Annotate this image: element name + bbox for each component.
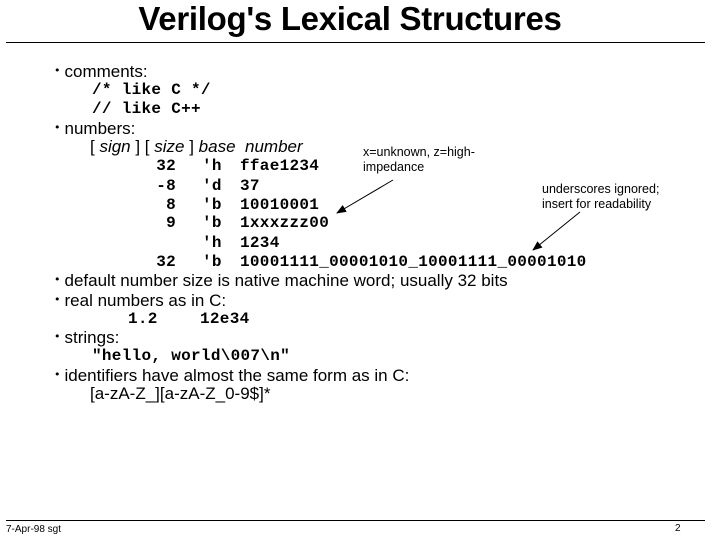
- footer-date: 7-Apr-98 sgt: [6, 524, 62, 535]
- format-number: number: [245, 137, 303, 156]
- number-base: 'b: [202, 214, 222, 232]
- format-sign: sign: [99, 137, 131, 156]
- bracket: ]: [184, 137, 199, 156]
- number-value: 10010001: [240, 196, 320, 214]
- number-size: -8: [156, 177, 176, 195]
- number-value: 1234: [240, 234, 280, 252]
- number-base: 'h: [202, 234, 222, 252]
- bracket: ] [: [130, 137, 155, 156]
- bullet-dot: •: [54, 64, 61, 77]
- bullet-strings: [54, 327, 119, 348]
- number-size: 8: [166, 196, 176, 214]
- number-base: 'h: [202, 157, 222, 175]
- number-value: ffae1234: [240, 157, 320, 175]
- number-base: 'd: [202, 177, 222, 195]
- number-value: 10001111_00001010_10001111_00001010: [240, 253, 587, 271]
- arrow-to-underscore-example: [533, 212, 580, 250]
- bracket: [: [90, 137, 100, 156]
- comment-example-c: /* like C */: [92, 81, 211, 99]
- bullet-dot: •: [54, 293, 61, 306]
- arrow-to-xz-example: [337, 180, 393, 213]
- bullet-dot: •: [54, 121, 61, 134]
- note-xz: x=unknown, z=high- impedance: [363, 145, 475, 174]
- number-base: 'b: [202, 253, 222, 271]
- identifier-pattern: [a-zA-Z_][a-zA-Z_0-9$]*: [90, 384, 271, 403]
- number-size: 32: [156, 253, 176, 271]
- number-base: 'b: [202, 196, 222, 214]
- number-value: 37: [240, 177, 260, 195]
- bullet-identifiers: [54, 365, 409, 386]
- bullet-real: [54, 290, 226, 311]
- bullet-dot: •: [54, 368, 61, 381]
- note-underscores: underscores ignored; insert for readability: [542, 182, 660, 211]
- string-example: "hello, world\007\n": [92, 347, 291, 365]
- footer-rule: [6, 520, 705, 521]
- format-base: base: [198, 137, 236, 156]
- slide-title: Verilog's Lexical Structures: [138, 0, 562, 37]
- format-size: size: [154, 137, 185, 156]
- real-example-1: 1.2: [128, 310, 158, 328]
- real-example-2: 12e34: [200, 310, 250, 328]
- page-number: 2: [675, 523, 681, 534]
- bullet-dot: •: [54, 330, 61, 343]
- bullet-default-size-label: default number size is native machine word; usually 32 bits: [64, 271, 508, 290]
- bullet-dot: •: [54, 273, 61, 286]
- number-size: 9: [166, 214, 176, 232]
- comment-example-cpp: // like C++: [92, 100, 201, 118]
- bullet-default-size: [54, 270, 508, 291]
- bullet-identifiers-label: identifiers have almost the same form as in C:: [64, 366, 410, 385]
- bullet-numbers-label: numbers:: [64, 119, 136, 138]
- number-value: 1xxxzzz00: [240, 214, 330, 232]
- bullet-comments-label: comments:: [64, 62, 148, 81]
- bullet-strings-label: strings:: [64, 328, 120, 347]
- bullet-real-label: real numbers as in C:: [64, 291, 227, 310]
- number-size: 32: [156, 157, 176, 175]
